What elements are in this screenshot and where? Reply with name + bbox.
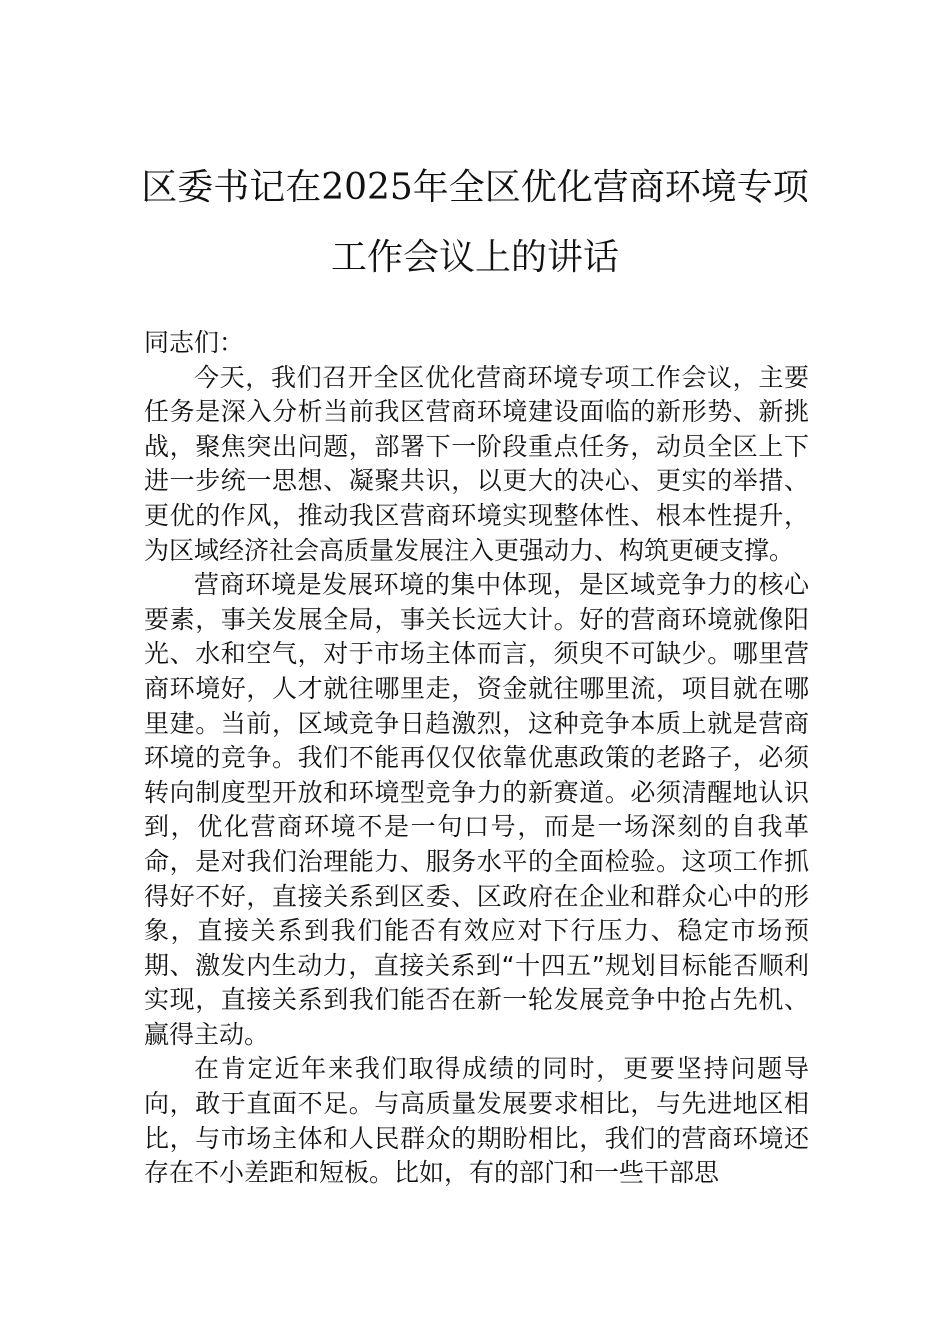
body-paragraph-1: 今天，我们召开全区优化营商环境专项工作会议，主要任务是深入分析当前我区营商环境建设面临的新形势、新挑战，聚焦突出问题，部署下一阶段重点任务，动员全区上下进一步统一思想、凝聚共识，以更大的决心、更实的举措、更优的作风，推动我区营商环境实现整体性、根本性提升，为区域经济社会高质量发展注入更强动力、构筑更硬支撑。 xyxy=(144,362,809,565)
document-title-line-2: 工作会议上的讲话 xyxy=(330,237,619,278)
document-title-line-1: 区委书记在2025年全区优化营商环境专项 xyxy=(141,167,809,208)
salutation: 同志们： xyxy=(144,328,245,357)
document-body xyxy=(144,326,809,1191)
body-paragraph-2: 营商环境是发展环境的集中体现，是区域竞争力的核心要素，事关发展全局，事关长远大计。好的营商环境就像阳光、水和空气，对于市场主体而言，须臾不可缺少。哪里营商环境好，人才就往哪里走，资金就往哪里流，项目就在哪里建。当前，区域竞争日趋激烈，这种竞争本质上就是营商环境的竞争。我们不能再仅仅依靠优惠政策的老路子，必须转向制度型开放和环境型竞争力的新赛道。必须清醒地认识到，优化营商环境不是一句口号，而是一场深刻的自我革命，是对我们治理能力、服务水平的全面检验。这项工作抓得好不好，直接关系到区委、区政府在企业和群众心中的形象，直接关系到我们能否有效应对下行压力、稳定市场预期、激发内生动力，直接关系到“十四五”规划目标能否顺利实现，直接关系到我们能否在新一轮发展竞争中抢占先机、赢得主动。 xyxy=(144,570,809,1049)
body-paragraph-3: 在肯定近年来我们取得成绩的同时，更要坚持问题导向，敢于直面不足。与高质量发展要求相比，与先进地区相比，与市场主体和人民群众的期盼相比，我们的营商环境还存在不小差距和短板。比如，有的部门和一些干部思 xyxy=(144,1054,809,1188)
